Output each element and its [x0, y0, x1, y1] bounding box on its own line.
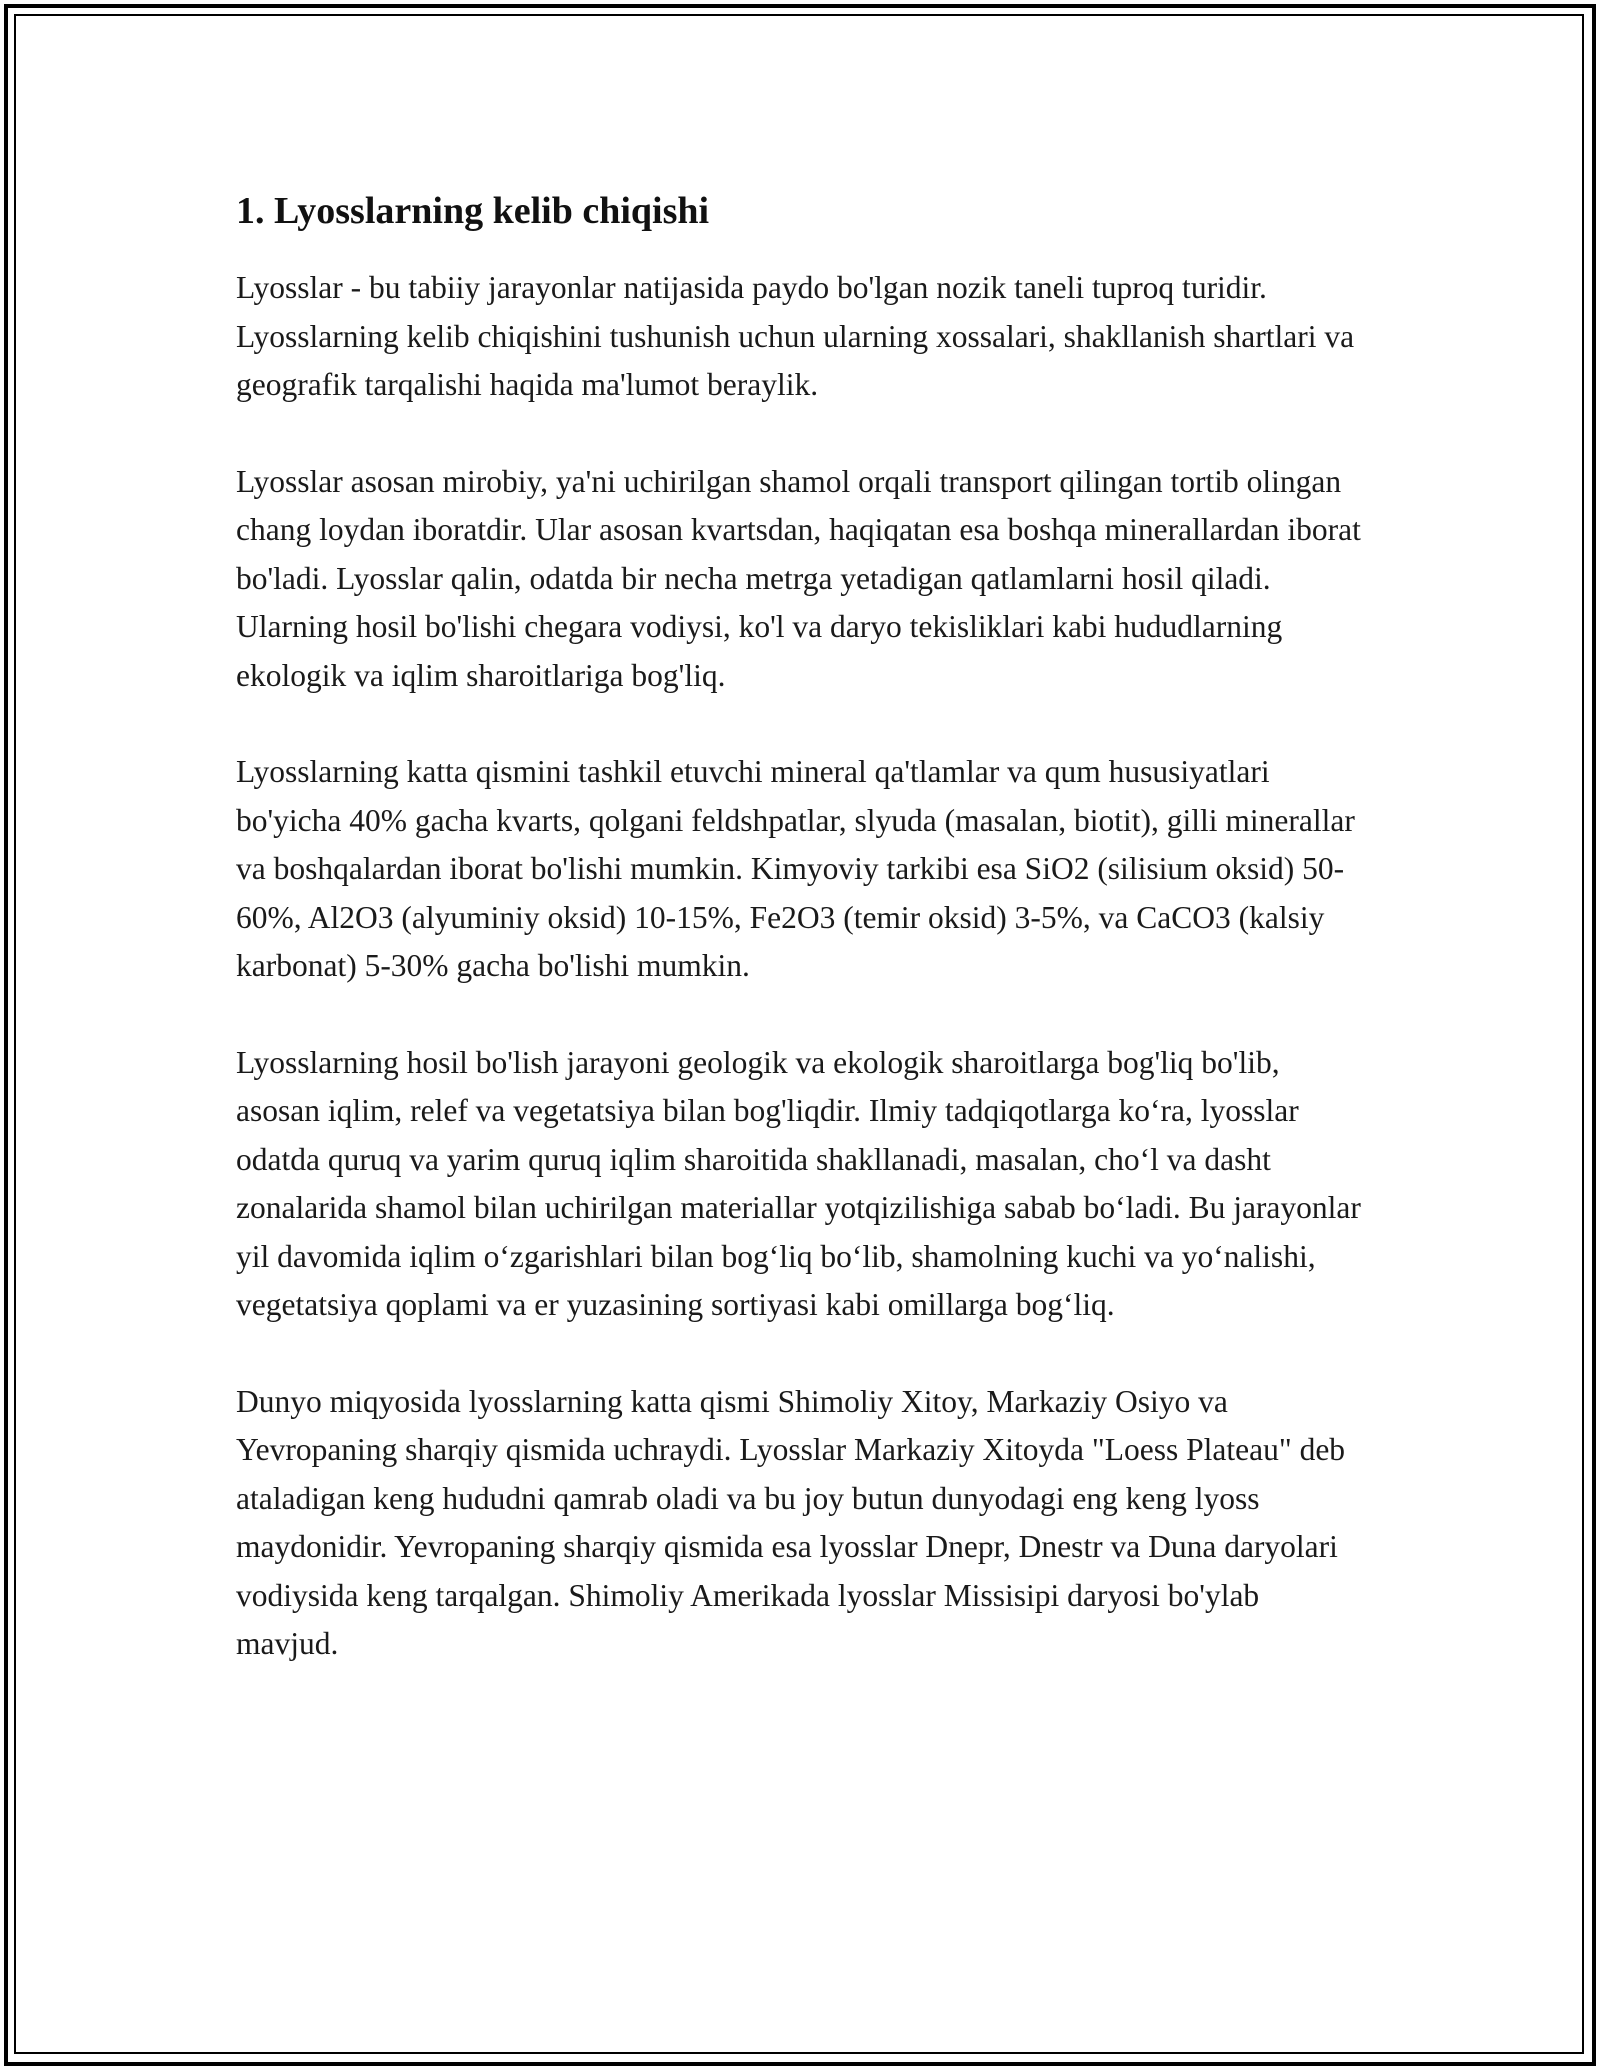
- paragraph-distribution: Dunyo miqyosida lyosslarning katta qismi Shimoliy Xitoy, Markaziy Osiyo va Yevropaning sharqiy qismida uchraydi. Lyosslar Markaziy Xitoyda "Loess Plateau" deb ataladigan keng hududni qamrab oladi va bu joy butun dunyodagi eng keng lyoss maydonidir. Yevropaning sharqiy qismida esa lyosslar Dnepr, Dnestr va Duna daryolari vodiysida keng tarqalgan. Shimoliy Amerikada lyosslar Missisipi daryosi bo'ylab mavjud.: [236, 1383, 1346, 1661]
- document-body: [236, 186, 1366, 1717]
- paragraph-minerals: Lyosslarning katta qismini tashkil etuvchi mineral qa'tlamlar va qum hususiyatlari bo'yicha 40% gacha kvarts, qolgani feldshpatlar, slyuda (masalan, biotit), gilli minerallar va boshqalardan iborat bo'lishi mumkin. Kimyoviy tarkibi esa SiO2 (silisium oksid) 50-60%, Al2O3 (alyuminiy oksid) 10-15%, Fe2O3 (temir oksid) 3-5%, va CaCO3 (kalsiy karbonat) 5-30% gacha bo'lishi mumkin.: [236, 754, 1355, 983]
- paragraph-intro: Lyosslar - bu tabiiy jarayonlar natijasida paydo bo'lgan nozik taneli tuproq turidir. Lyosslarning kelib chiqishini tushunish uchun ularning xossalari, shakllanish shartlari va geografik tarqalishi haqida ma'lumot beraylik.: [236, 270, 1355, 402]
- section-heading: 1. Lyosslarning kelib chiqishi: [236, 190, 710, 232]
- paragraph-composition: Lyosslar asosan mirobiy, ya'ni uchirilgan shamol orqali transport qilingan tortib olingan chang loydan iboratdir. Ular asosan kvartsdan, haqiqatan esa boshqa minerallardan iborat bo'ladi. Lyosslar qalin, odatda bir necha metrga yetadigan qatlamlarni hosil qiladi. Ularning hosil bo'lishi chegara vodiysi, ko'l va daryo tekisliklari kabi hududlarning ekologik va iqlim sharoitlariga bog'liq.: [236, 463, 1361, 693]
- paragraph-formation: Lyosslarning hosil bo'lish jarayoni geologik va ekologik sharoitlarga bog'liq bo'lib, asosan iqlim, relef va vegetatsiya bilan bog'liqdir. Ilmiy tadqiqotlarga ko‘ra, lyosslar odatda quruq va yarim quruq iqlim sharoitida shakllanadi, masalan, cho‘l va dasht zonalarida shamol bilan uchirilgan materiallar yotqizilishiga sabab bo‘ladi. Bu jarayonlar yil davomida iqlim o‘zgarishlari bilan bog‘liq bo‘lib, shamolning kuchi va yo‘nalishi, vegetatsiya qoplami va er yuzasining sortiyasi kabi omillarga bog‘liq.: [236, 1044, 1361, 1322]
